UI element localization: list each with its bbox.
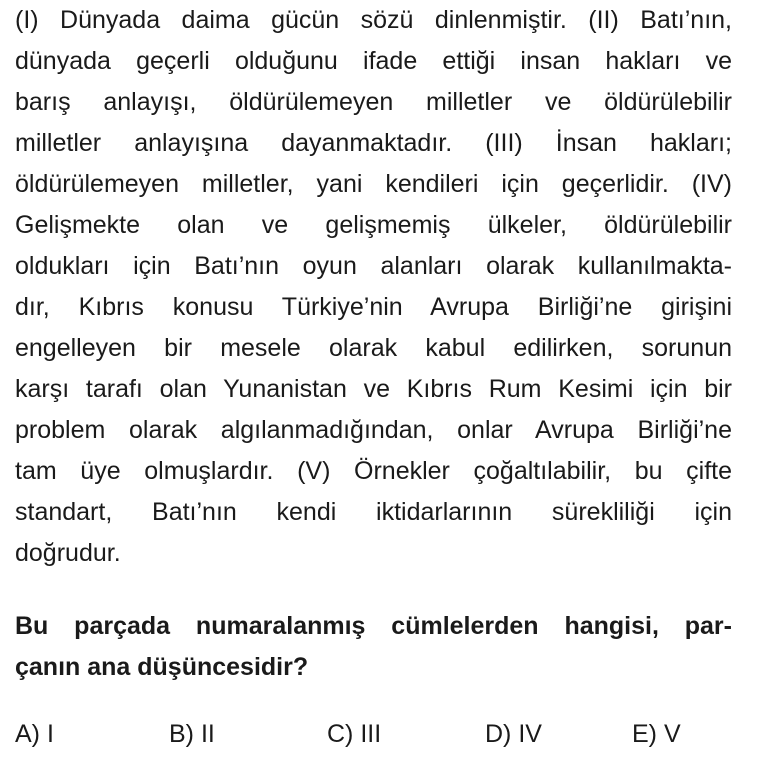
passage-line-2: dünyada geçerli olduğunu ifade ettiği insan hakları ve [15, 47, 732, 75]
option-a[interactable]: A) I [15, 720, 54, 748]
option-d[interactable]: D) IV [485, 720, 542, 748]
passage-line-5: öldürülemeyen milletler, yani kendileri için geçerlidir. (IV) [15, 170, 732, 198]
passage-line-10: karşı tarafı olan Yunanistan ve Kıbrıs Rum Kesimi için bir [15, 375, 732, 403]
passage-line-6: Gelişmekte olan ve gelişmemiş ülkeler, öldürülebilir [15, 211, 732, 239]
passage-line-12: tam üye olmuşlardır. (V) Örnekler çoğaltılabilir, bu çifte [15, 457, 732, 485]
passage-line-14: doğrudur. [15, 539, 121, 567]
passage-line-4: milletler anlayışına dayanmaktadır. (III) İnsan hakları; [15, 129, 732, 157]
passage-line-13: standart, Batı’nın kendi iktidarlarının sürekliliği için [15, 498, 732, 526]
question-stem-line-2: çanın ana düşüncesidir? [15, 653, 309, 681]
answer-options [0, 714, 758, 755]
question-stem-line-1: Bu parçada numaralanmış cümlelerden hangisi, par- [15, 612, 732, 640]
option-b[interactable]: B) II [169, 720, 215, 748]
passage-line-8: dır, Kıbrıs konusu Türkiye’nin Avrupa Birliği’ne girişini [15, 293, 732, 321]
passage-line-3: barış anlayışı, öldürülemeyen milletler ve öldürülebilir [15, 88, 732, 116]
option-c[interactable]: C) III [327, 720, 382, 748]
passage-line-7: oldukları için Batı’nın oyun alanları olarak kullanılmakta- [15, 252, 732, 280]
option-e[interactable]: E) V [632, 720, 681, 748]
passage-line-9: engelleyen bir mesele olarak kabul edilirken, sorunun [15, 334, 732, 362]
question-stem [15, 606, 732, 688]
passage [15, 0, 732, 574]
passage-line-1: (I) Dünyada daima gücün sözü dinlenmiştir. (II) Batı’nın, [15, 6, 732, 34]
passage-line-11: problem olarak algılanmadığından, onlar Avrupa Birliği’ne [15, 416, 732, 444]
